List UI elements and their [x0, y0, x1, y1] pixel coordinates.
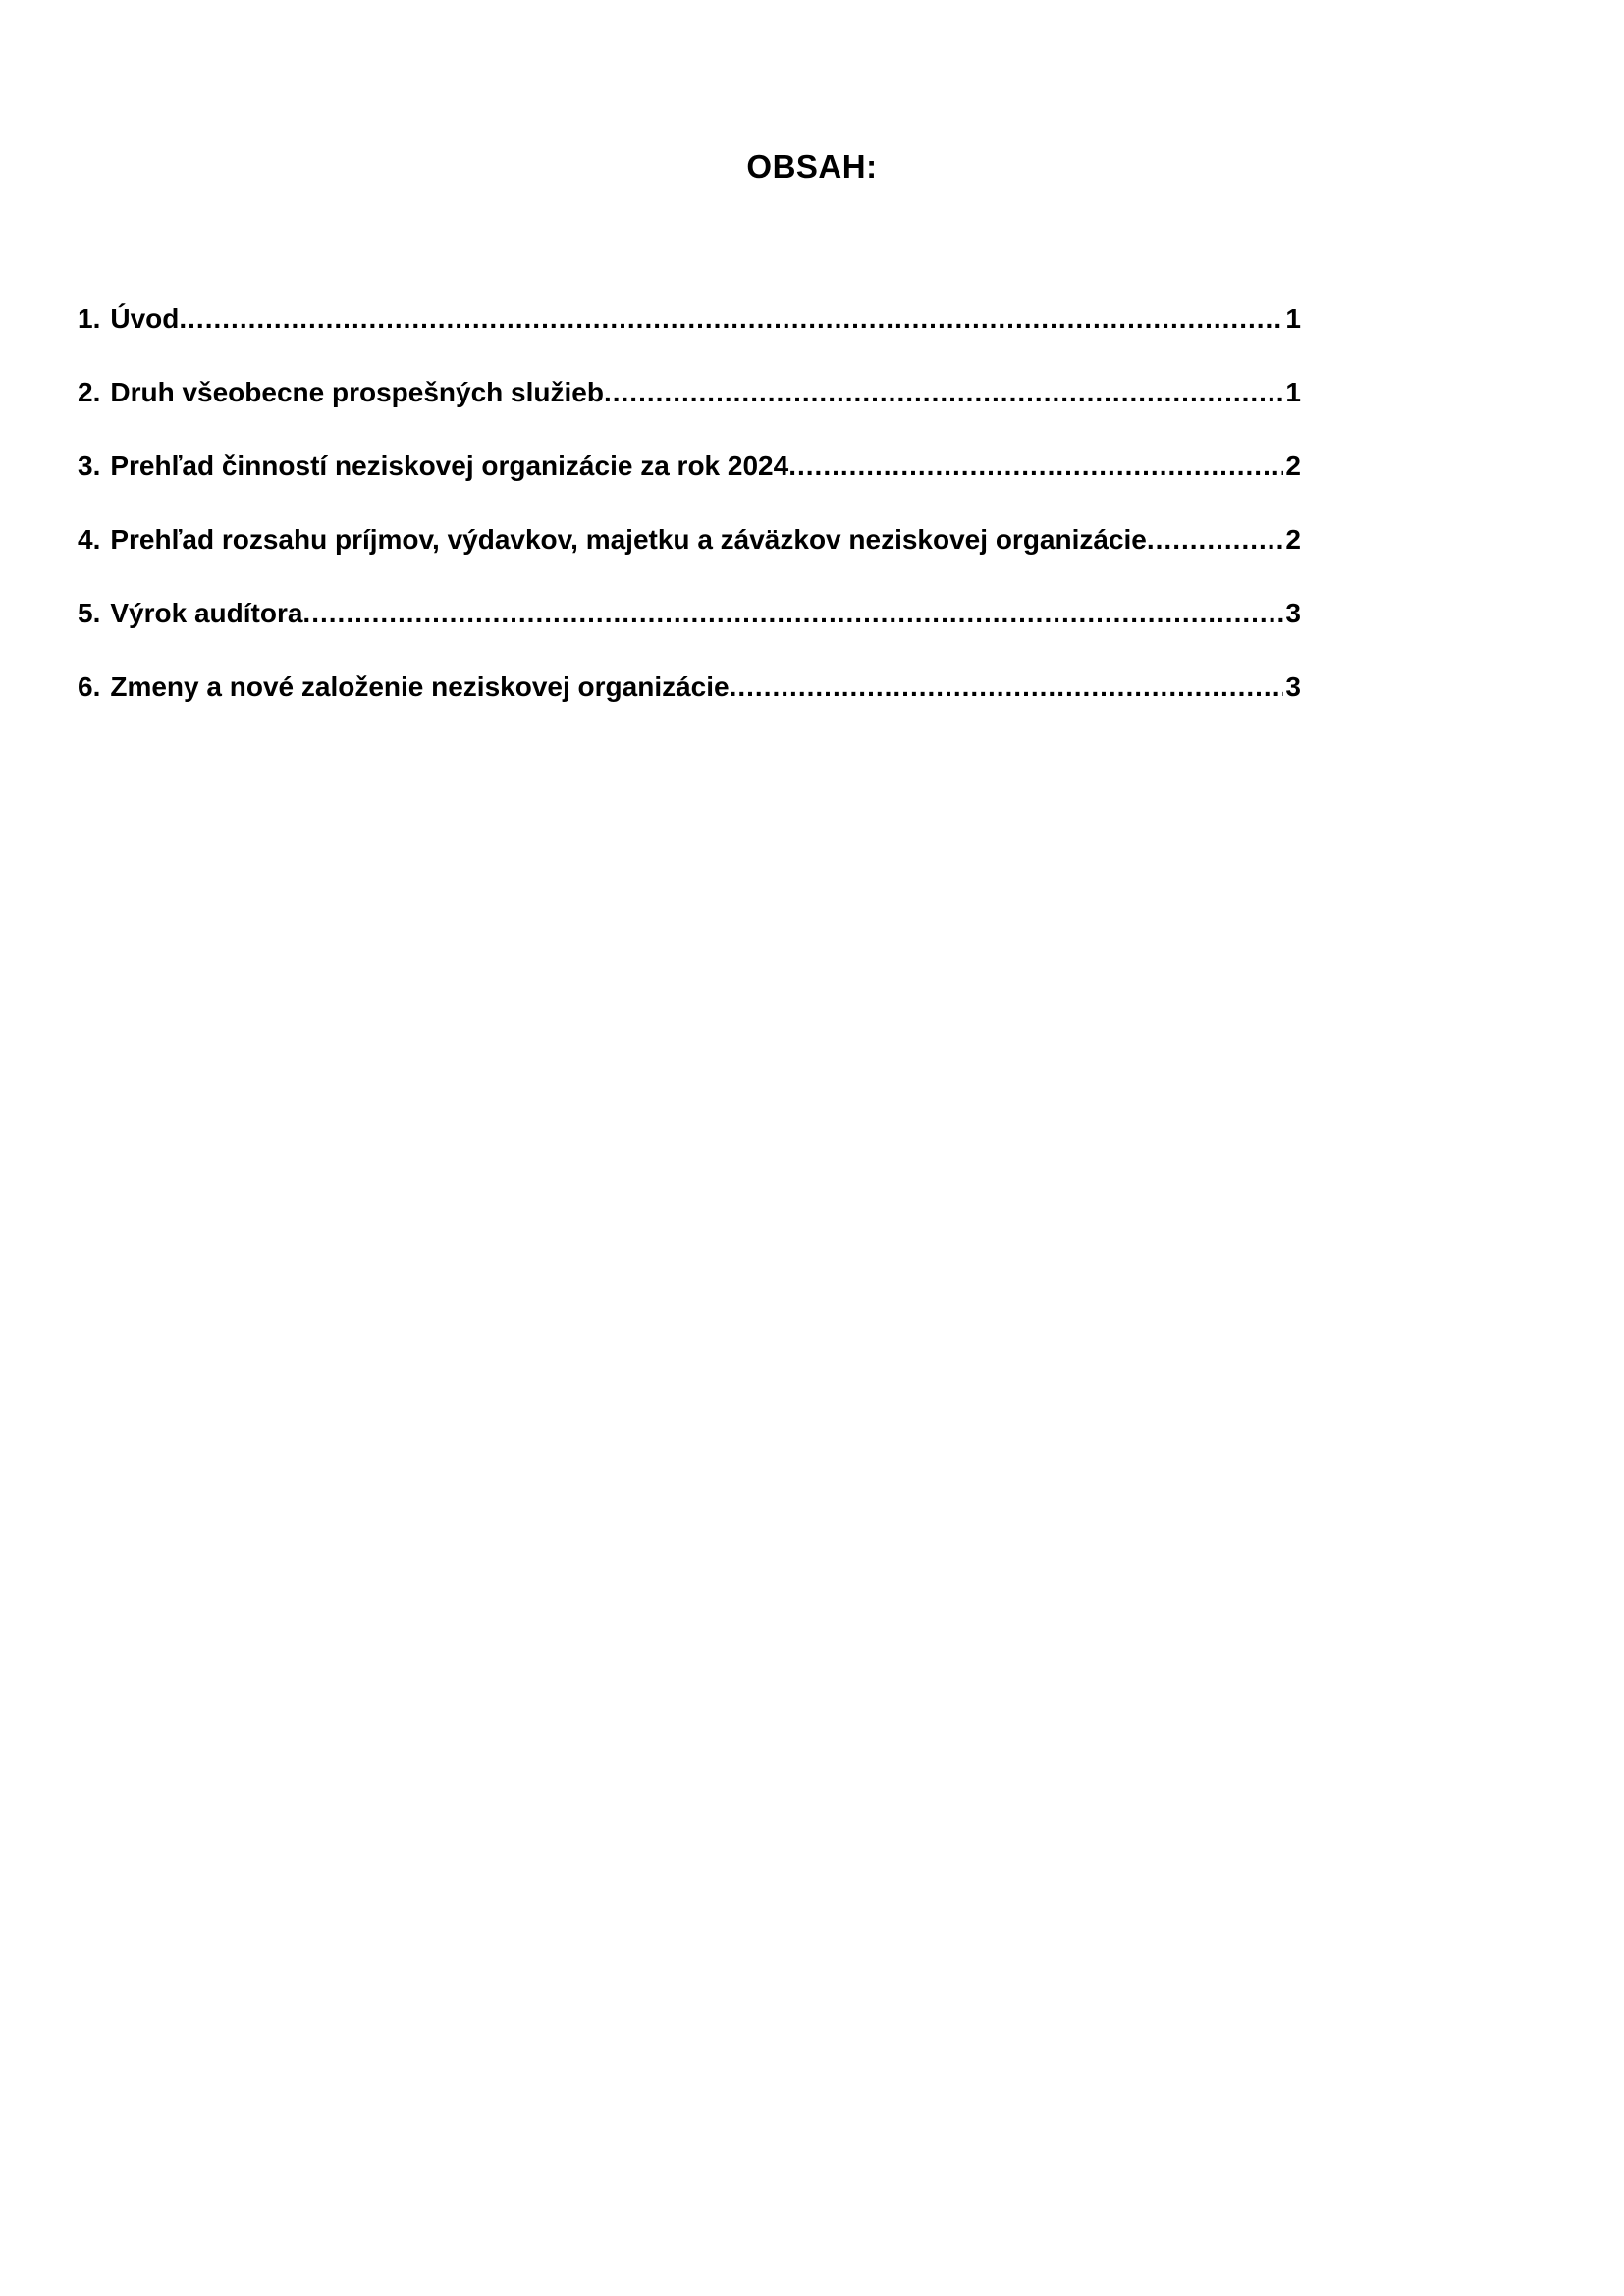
- table-of-contents: [78, 301, 1301, 743]
- toc-item-vyrok-auditora[interactable]: [78, 596, 1301, 669]
- toc-item-number: 4.: [78, 524, 101, 555]
- toc-item-number: 6.: [78, 671, 101, 702]
- toc-item-number: 1.: [78, 303, 101, 334]
- toc-item-title: Výrok audítora: [110, 598, 303, 628]
- toc-item-title: Prehľad činností neziskovej organizácie za rok 2024: [110, 451, 789, 481]
- toc-item-uvod[interactable]: [78, 301, 1301, 375]
- toc-item-number: 5.: [78, 598, 101, 628]
- toc-item-druh-sluzieb[interactable]: [78, 375, 1301, 449]
- toc-item-title: Prehľad rozsahu príjmov, výdavkov, majetku a záväzkov neziskovej organizácie: [110, 524, 1147, 555]
- toc-item-prehlad-prijmov[interactable]: [78, 522, 1301, 596]
- toc-dot-leader: [179, 301, 1283, 337]
- toc-item-prehlad-cinnosti[interactable]: [78, 449, 1301, 522]
- toc-dot-leader: [1147, 522, 1284, 558]
- toc-dot-leader: [604, 375, 1283, 410]
- toc-item-number: 3.: [78, 451, 101, 481]
- toc-heading: OBSAH:: [746, 148, 878, 185]
- toc-item-zmeny-zalozenie[interactable]: [78, 669, 1301, 743]
- toc-item-page: 1: [1285, 303, 1301, 334]
- toc-item-page: 1: [1285, 377, 1301, 407]
- toc-item-title: Zmeny a nové založenie neziskovej organizácie: [110, 671, 730, 702]
- toc-dot-leader: [788, 449, 1283, 484]
- toc-item-page: 3: [1285, 598, 1301, 628]
- toc-dot-leader: [730, 669, 1284, 705]
- toc-item-title: Druh všeobecne prospešných služieb: [110, 377, 604, 407]
- toc-item-number: 2.: [78, 377, 101, 407]
- toc-item-page: 2: [1285, 451, 1301, 481]
- toc-item-page: 3: [1285, 671, 1301, 702]
- toc-item-title: Úvod: [110, 303, 180, 334]
- toc-dot-leader: [302, 596, 1283, 631]
- toc-item-page: 2: [1285, 524, 1301, 555]
